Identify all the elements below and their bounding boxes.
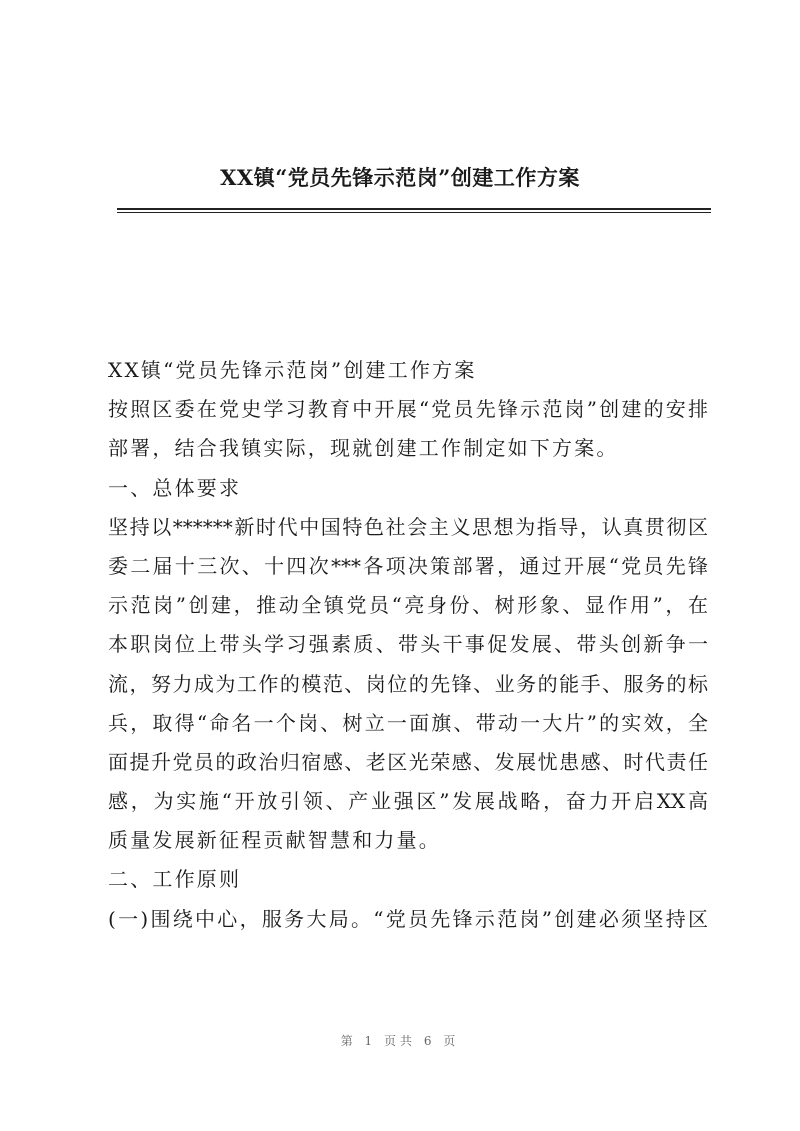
body-line: 流，努力成为工作的模范、岗位的先锋、业务的能手、服务的标 [108, 671, 708, 696]
body-line: 面提升党员的政治归宿感、老区光荣感、发展忧患感、时代责任 [108, 749, 708, 774]
section-heading-general-requirements: 一、总体要求 [108, 475, 242, 500]
body-line: 按照区委在党史学习教育中开展“党员先锋示范岗”创建的安排 [108, 397, 708, 422]
body-line: 兵，取得“命名一个岗、树立一面旗、带动一大片”的实效，全 [108, 710, 708, 735]
body-line: 感，为实施“开放引领、产业强区”发展战略，奋力开启XX高 [108, 789, 708, 814]
body-line: 本职岗位上带头学习强素质、带头干事促发展、带头创新争一 [108, 632, 708, 657]
body-line: 部署，结合我镇实际，现就创建工作制定如下方案。 [108, 436, 619, 461]
body-line: (一)围绕中心，服务大局。“党员先锋示范岗”创建必须坚持区 [108, 906, 708, 931]
body-line: 委二届十三次、十四次***各项决策部署，通过开展“党员先锋 [108, 553, 708, 578]
page-title: XX镇“党员先锋示范岗”创建工作方案 [220, 165, 580, 190]
title-divider [117, 208, 711, 210]
body-line: 示范岗”创建，推动全镇党员“亮身份、树形象、显作用”，在 [108, 593, 708, 618]
document-body [108, 351, 708, 939]
body-line-heading: XX镇“党员先锋示范岗”创建工作方案 [108, 358, 477, 382]
body-line: 质量发展新征程贡献智慧和力量。 [108, 828, 441, 853]
page-footer: 第 1 页共 6 页 [340, 1034, 460, 1048]
section-heading-work-principles: 二、工作原则 [108, 867, 242, 892]
body-line: 坚持以******新时代中国特色社会主义思想为指导，认真贯彻区 [108, 514, 708, 539]
